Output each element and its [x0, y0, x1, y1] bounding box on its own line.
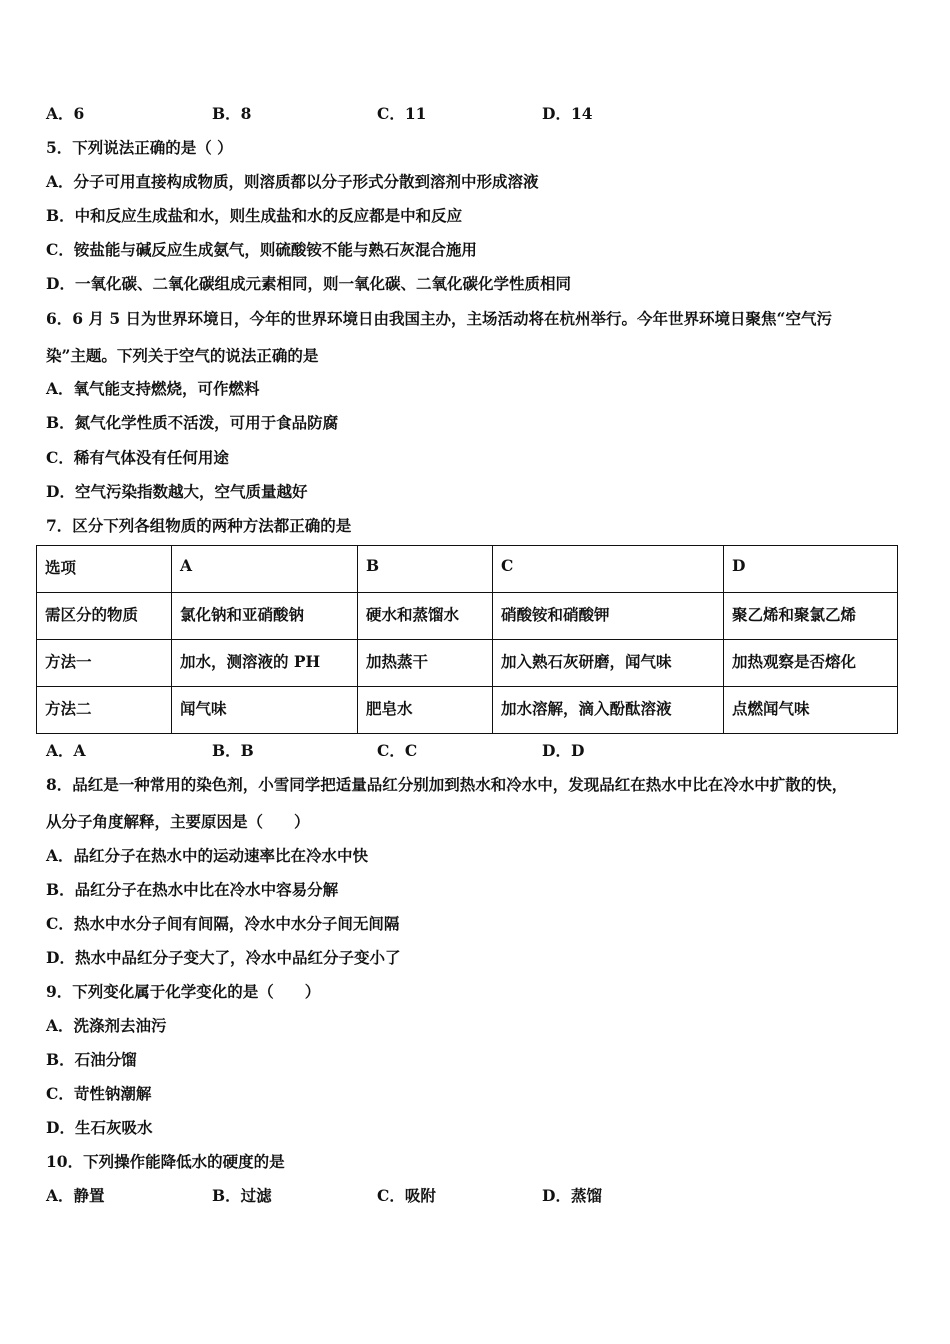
table-cell: C — [493, 546, 724, 593]
q8-stem-line1: 8．品红是一种常用的染色剂，小雪同学把适量品红分别加到热水和冷水中，发现品红在热水中比在冷水中扩散的快， — [46, 775, 848, 794]
table-cell: 加热蒸干 — [358, 640, 493, 687]
q6-option-c: C．稀有气体没有任何用途 — [46, 448, 229, 467]
q6-option-a: A．氧气能支持燃烧，可作燃料 — [46, 379, 260, 398]
q9-option-a: A．洗涤剂去油污 — [46, 1016, 167, 1035]
q7-table — [36, 545, 898, 734]
table-cell: 氯化钠和亚硝酸钠 — [172, 593, 358, 640]
table-cell: B — [358, 546, 493, 593]
q6-stem-line2: 染”主题。下列关于空气的说法正确的是 — [46, 346, 319, 365]
table-row — [37, 593, 898, 640]
table-cell: A — [172, 546, 358, 593]
q5-option-a: A．分子可用直接构成物质，则溶质都以分子形式分散到溶剂中形成溶液 — [46, 172, 539, 191]
q8-option-b: B．品红分子在热水中比在冷水中容易分解 — [46, 880, 339, 899]
q10-option-b: B．过滤 — [212, 1186, 272, 1205]
table-cell: D — [724, 546, 898, 593]
table-cell: 硬水和蒸馏水 — [358, 593, 493, 640]
q7-option-a: A．A — [46, 741, 86, 760]
q7-option-c: C．C — [377, 741, 418, 760]
q7-option-d: D．D — [542, 741, 585, 760]
q6-option-b: B．氮气化学性质不活泼，可用于食品防腐 — [46, 413, 339, 432]
q8-option-c: C．热水中水分子间有间隔，冷水中水分子间无间隔 — [46, 914, 400, 933]
table-cell: 点燃闻气味 — [724, 687, 898, 734]
q6-stem-line1: 6．6 月 5 日为世界环境日，今年的世界环境日由我国主办，主场活动将在杭州举行。今年世界环境日聚焦“空气污 — [46, 309, 832, 328]
q7-option-b: B．B — [212, 741, 254, 760]
q4-option-b: B．8 — [212, 104, 252, 123]
q6-option-d: D．空气污染指数越大，空气质量越好 — [46, 482, 308, 501]
table-cell: 方法二 — [37, 687, 172, 734]
q10-option-c: C．吸附 — [377, 1186, 436, 1205]
q9-option-c: C．苛性钠潮解 — [46, 1084, 152, 1103]
q9-option-d: D．生石灰吸水 — [46, 1118, 153, 1137]
table-cell: 加入熟石灰研磨，闻气味 — [493, 640, 724, 687]
table-cell: 需区分的物质 — [37, 593, 172, 640]
q5-option-d: D．一氧化碳、二氧化碳组成元素相同，则一氧化碳、二氧化碳化学性质相同 — [46, 274, 571, 293]
table-cell: 硝酸铵和硝酸钾 — [493, 593, 724, 640]
q10-option-d: D．蒸馏 — [542, 1186, 602, 1205]
table-cell: 加水，测溶液的 PH — [172, 640, 358, 687]
table-row — [37, 546, 898, 593]
q9-stem: 9．下列变化属于化学变化的是（ ） — [46, 982, 321, 1001]
q9-option-b: B．石油分馏 — [46, 1050, 137, 1069]
q8-option-a: A．品红分子在热水中的运动速率比在冷水中快 — [46, 846, 369, 865]
q5-option-b: B．中和反应生成盐和水，则生成盐和水的反应都是中和反应 — [46, 206, 463, 225]
q4-option-d: D．14 — [542, 104, 593, 123]
q10-option-a: A．静置 — [46, 1186, 105, 1205]
q7-stem: 7．区分下列各组物质的两种方法都正确的是 — [46, 516, 352, 535]
q8-option-d: D．热水中品红分子变大了，冷水中品红分子变小了 — [46, 948, 401, 967]
table-cell: 加水溶解，滴入酚酞溶液 — [493, 687, 724, 734]
table-cell: 肥皂水 — [358, 687, 493, 734]
table-cell: 聚乙烯和聚氯乙烯 — [724, 593, 898, 640]
q8-stem-line2: 从分子角度解释，主要原因是（ ） — [46, 812, 310, 831]
table-row — [37, 640, 898, 687]
table-cell: 选项 — [37, 546, 172, 593]
q5-option-c: C．铵盐能与碱反应生成氨气，则硫酸铵不能与熟石灰混合施用 — [46, 240, 477, 259]
q4-option-c: C．11 — [377, 104, 427, 123]
table-cell: 加热观察是否熔化 — [724, 640, 898, 687]
table-cell: 闻气味 — [172, 687, 358, 734]
q5-stem: 5．下列说法正确的是（ ） — [46, 138, 233, 157]
q4-option-a: A．6 — [46, 104, 85, 123]
q10-stem: 10．下列操作能降低水的硬度的是 — [46, 1152, 285, 1171]
table-cell: 方法一 — [37, 640, 172, 687]
table-row — [37, 687, 898, 734]
